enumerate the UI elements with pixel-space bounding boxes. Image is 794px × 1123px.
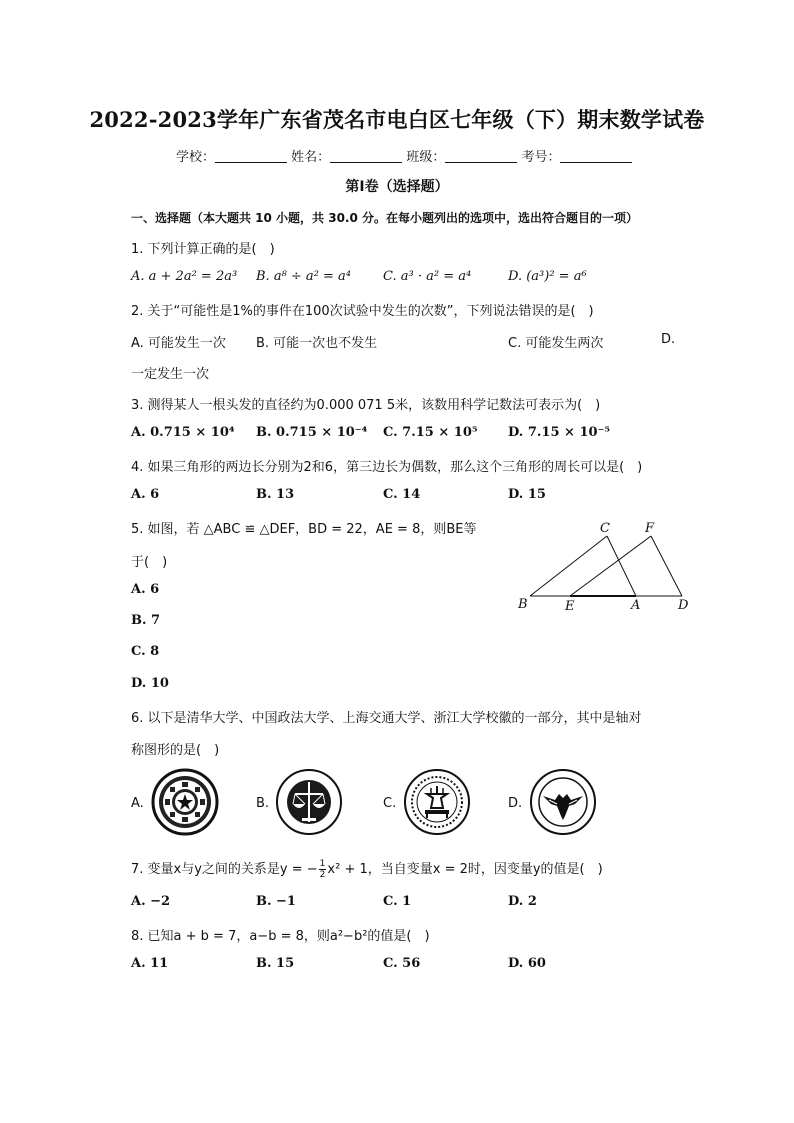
question-6-stem: 6. 以下是清华大学、中国政法大学、上海交通大学、浙江大学校徽的一部分，其中是轴对 xyxy=(131,711,642,726)
question-1-option-b: B. a⁸ ÷ a² = a⁴ xyxy=(256,269,352,284)
fraction-numerator: 1 xyxy=(319,859,326,869)
question-1-option-a: A. a + 2a² = 2a³ xyxy=(131,269,238,284)
exam-number-blank[interactable] xyxy=(560,149,632,163)
label-c: C xyxy=(600,521,610,536)
question-5-option-a: A. 6 xyxy=(131,582,160,597)
question-8-option-d: D. 60 xyxy=(508,956,546,971)
question-2-option-d: D. xyxy=(661,332,676,347)
question-3-option-c: C. 7.15 × 10⁵ xyxy=(383,425,478,440)
question-4-option-b: B. 13 xyxy=(256,487,295,502)
triangle-figure xyxy=(510,518,700,618)
question-7-stem-end: x² + 1，当自变量x = 2时，因变量y的值是( ) xyxy=(327,862,603,877)
question-3-option-d: D. 7.15 × 10⁻⁵ xyxy=(508,425,611,440)
question-3-option-a: A. 0.715 × 10⁴ xyxy=(131,425,235,440)
segment-fd xyxy=(651,536,682,596)
question-5-option-b: B. 7 xyxy=(131,613,161,628)
label-b: B xyxy=(518,597,528,612)
question-2-option-c: C. 可能发生两次 xyxy=(508,336,604,351)
segment-bc xyxy=(530,536,607,596)
question-7-option-b: B. −1 xyxy=(256,894,296,909)
question-4-option-c: C. 14 xyxy=(383,487,421,502)
question-4-option-d: D. 15 xyxy=(508,487,546,502)
question-2-option-a: A. 可能发生一次 xyxy=(131,336,226,351)
section-heading: 第Ⅰ卷（选择题） xyxy=(345,179,449,195)
question-5-stem-continued: 于( ) xyxy=(131,555,168,570)
part-heading: 一、选择题（本大题共 10 小题，共 30.0 分。在每小题列出的选项中，选出符合题目的一项） xyxy=(131,211,639,225)
segment-ef xyxy=(570,536,651,596)
exam-title: 2022-2023学年广东省茂名市电白区七年级（下）期末数学试卷 xyxy=(89,107,705,132)
question-2-option-d-continued: 一定发生一次 xyxy=(131,367,210,382)
class-label: 班级： xyxy=(406,150,446,165)
question-6-option-b: B. xyxy=(256,796,270,811)
sjtu-badge-icon xyxy=(403,768,471,836)
question-6-option-c: C. xyxy=(383,796,397,811)
question-6-option-a: A. xyxy=(131,796,144,811)
question-4-option-a: A. 6 xyxy=(131,487,160,502)
question-6-option-d: D. xyxy=(508,796,523,811)
question-8-stem: 8. 已知a + b = 7，a−b = 8，则a²−b²的值是( ) xyxy=(131,929,430,944)
question-5-option-c: C. 8 xyxy=(131,644,160,659)
cupl-badge-icon xyxy=(275,768,343,836)
label-d: D xyxy=(678,598,689,613)
question-7-option-c: C. 1 xyxy=(383,894,412,909)
question-7-stem-start: 7. 变量x与y之间的关系是y = − xyxy=(131,862,318,877)
school-label: 学校： xyxy=(176,150,216,165)
fraction-one-half xyxy=(319,859,327,880)
name-blank[interactable] xyxy=(330,149,402,163)
question-6-stem-continued: 称图形的是( ) xyxy=(131,743,220,758)
name-label: 姓名： xyxy=(291,150,331,165)
question-3-option-b: B. 0.715 × 10⁻⁴ xyxy=(256,425,368,440)
question-2-stem: 2. 关于“可能性是1%的事件在100次试验中发生的次数”，下列说法错误的是( ) xyxy=(131,304,594,319)
question-1-stem: 1. 下列计算正确的是( ) xyxy=(131,242,275,257)
question-8-option-b: B. 15 xyxy=(256,956,295,971)
question-8-option-c: C. 56 xyxy=(383,956,421,971)
class-blank[interactable] xyxy=(445,149,517,163)
question-2-option-b: B. 可能一次也不发生 xyxy=(256,336,378,351)
question-7-stem xyxy=(131,858,603,880)
question-1-option-d: D. (a³)² = a⁶ xyxy=(508,269,587,284)
segment-ca xyxy=(607,536,636,596)
question-1-option-c: C. a³ · a² = a⁴ xyxy=(383,269,472,284)
tsinghua-badge-icon xyxy=(151,768,219,836)
question-5-stem: 5. 如图，若 △ABC ≌ △DEF，BD = 22，AE = 8，则BE等 xyxy=(131,522,477,537)
question-8-option-a: A. 11 xyxy=(131,956,169,971)
question-3-stem: 3. 测得某人一根头发的直径约为0.000 071 5米，该数用科学记数法可表示为( ) xyxy=(131,398,601,413)
label-f: F xyxy=(645,521,655,536)
fraction-denominator: 2 xyxy=(319,870,326,880)
label-e: E xyxy=(565,599,575,614)
student-info-line xyxy=(176,146,632,165)
label-a: A xyxy=(631,598,641,613)
exam-number-label: 考号： xyxy=(521,150,561,165)
question-7-option-d: D. 2 xyxy=(508,894,537,909)
zju-badge-icon xyxy=(529,768,597,836)
question-7-option-a: A. −2 xyxy=(131,894,171,909)
question-5-option-d: D. 10 xyxy=(131,676,169,691)
question-4-stem: 4. 如果三角形的两边长分别为2和6，第三边长为偶数，那么这个三角形的周长可以是( ) xyxy=(131,460,643,475)
school-blank[interactable] xyxy=(215,149,287,163)
